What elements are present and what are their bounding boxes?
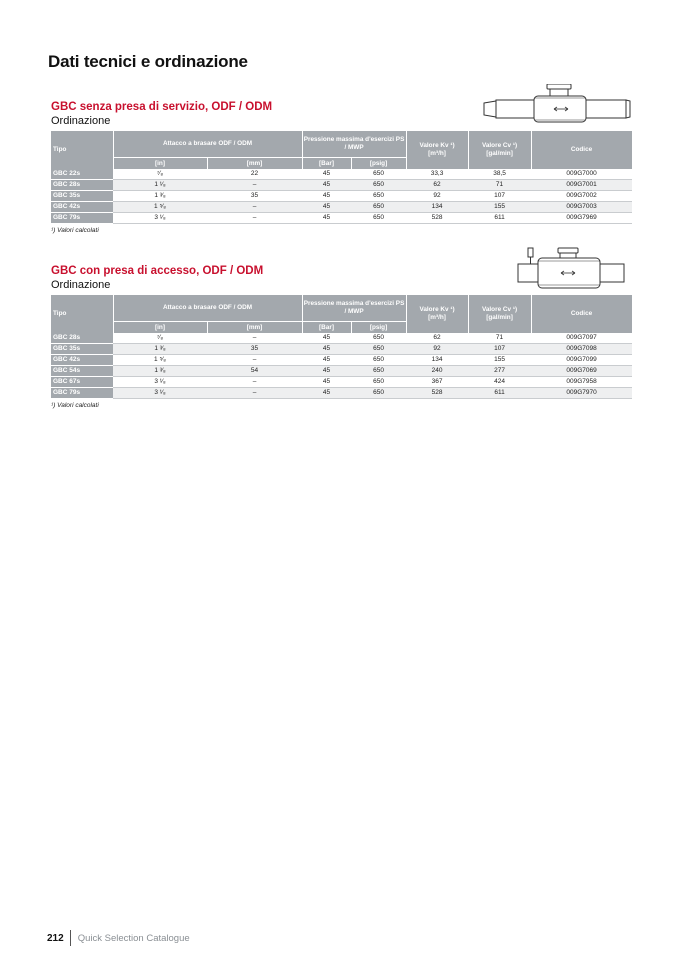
cell-psig: 650 xyxy=(351,344,406,355)
cell-bar: 45 xyxy=(302,180,351,191)
cell-psig: 650 xyxy=(351,180,406,191)
cell-cv: 611 xyxy=(468,213,531,224)
cell-psig: 650 xyxy=(351,191,406,202)
cell-in: 1 ⁵⁄₈ xyxy=(113,202,207,213)
cell-bar: 45 xyxy=(302,344,351,355)
cell-mm: – xyxy=(207,180,302,191)
table-row xyxy=(51,202,632,213)
cell-codice: 009G7969 xyxy=(531,213,632,224)
cell-cv: 155 xyxy=(468,355,531,366)
cell-bar: 45 xyxy=(302,377,351,388)
section-title: GBC con presa di accesso, ODF / ODM xyxy=(51,265,264,277)
cell-mm: 35 xyxy=(207,344,302,355)
page-footer xyxy=(47,931,190,945)
cell-tipo: GBC 22s xyxy=(51,169,113,180)
cell-codice: 009G7069 xyxy=(531,366,632,377)
header-bar: [Bar] xyxy=(302,158,351,170)
cell-mm: 22 xyxy=(207,169,302,180)
table-row xyxy=(51,180,632,191)
table-row xyxy=(51,213,632,224)
table-row xyxy=(51,333,632,344)
header-mm: [mm] xyxy=(207,322,302,334)
cell-codice: 009G7000 xyxy=(531,169,632,180)
cell-in: 3 ¹⁄₈ xyxy=(113,213,207,224)
cell-bar: 45 xyxy=(302,366,351,377)
cell-codice: 009G7002 xyxy=(531,191,632,202)
header-bar: [Bar] xyxy=(302,322,351,334)
cell-psig: 650 xyxy=(351,202,406,213)
cell-codice: 009G7099 xyxy=(531,355,632,366)
cell-tipo: GBC 42s xyxy=(51,355,113,366)
cell-in: 3 ¹⁄₈ xyxy=(113,377,207,388)
cell-kv: 92 xyxy=(406,191,468,202)
cell-tipo: GBC 35s xyxy=(51,191,113,202)
cell-kv: 367 xyxy=(406,377,468,388)
cell-mm: – xyxy=(207,377,302,388)
cell-tipo: GBC 28s xyxy=(51,333,113,344)
header-tipo: Tipo xyxy=(51,131,113,169)
cell-psig: 650 xyxy=(351,333,406,344)
header-tipo: Tipo xyxy=(51,295,113,333)
cell-tipo: GBC 35s xyxy=(51,344,113,355)
cell-mm: – xyxy=(207,388,302,399)
cell-kv: 134 xyxy=(406,202,468,213)
cell-kv: 62 xyxy=(406,180,468,191)
ordering-table xyxy=(51,131,633,224)
cell-codice: 009G7098 xyxy=(531,344,632,355)
cell-bar: 45 xyxy=(302,333,351,344)
table-row xyxy=(51,191,632,202)
cell-in: 1 ⁵⁄₈ xyxy=(113,355,207,366)
cell-tipo: GBC 54s xyxy=(51,366,113,377)
header-psig: [psig] xyxy=(351,322,406,334)
catalogue-name: Quick Selection Catalogue xyxy=(77,932,190,944)
cell-cv: 71 xyxy=(468,180,531,191)
cell-in: ⁷⁄₈ xyxy=(113,169,207,180)
cell-cv: 107 xyxy=(468,191,531,202)
cell-bar: 45 xyxy=(302,213,351,224)
cell-mm: – xyxy=(207,202,302,213)
cell-tipo: GBC 67s xyxy=(51,377,113,388)
section-senza-presa xyxy=(51,100,632,234)
cell-cv: 424 xyxy=(468,377,531,388)
table-row xyxy=(51,355,632,366)
cell-mm: 54 xyxy=(207,366,302,377)
cell-kv: 134 xyxy=(406,355,468,366)
cell-mm: 35 xyxy=(207,191,302,202)
cell-cv: 155 xyxy=(468,202,531,213)
cell-cv: 277 xyxy=(468,366,531,377)
table-row xyxy=(51,377,632,388)
header-in: [in] xyxy=(113,322,207,334)
header-psig: [psig] xyxy=(351,158,406,170)
table-row xyxy=(51,366,632,377)
header-attacco: Attacco a brasare ODF / ODM xyxy=(113,131,302,158)
cell-cv: 611 xyxy=(468,388,531,399)
footnote: ¹) Valori calcolati xyxy=(51,402,99,409)
cell-tipo: GBC 79s xyxy=(51,388,113,399)
cell-in: 3 ¹⁄₈ xyxy=(113,388,207,399)
section-con-presa xyxy=(51,264,632,409)
cell-codice: 009G7001 xyxy=(531,180,632,191)
cell-bar: 45 xyxy=(302,355,351,366)
cell-bar: 45 xyxy=(302,191,351,202)
cell-cv: 71 xyxy=(468,333,531,344)
table-row xyxy=(51,344,632,355)
section-subtitle: Ordinazione xyxy=(51,115,111,127)
cell-tipo: GBC 28s xyxy=(51,180,113,191)
cell-psig: 650 xyxy=(351,169,406,180)
cell-bar: 45 xyxy=(302,169,351,180)
cell-codice: 009G7097 xyxy=(531,333,632,344)
cell-tipo: GBC 79s xyxy=(51,213,113,224)
header-codice: Codice xyxy=(531,131,632,169)
cell-codice: 009G7958 xyxy=(531,377,632,388)
cell-kv: 92 xyxy=(406,344,468,355)
cell-psig: 650 xyxy=(351,213,406,224)
cell-bar: 45 xyxy=(302,388,351,399)
cell-in: ⁷⁄₈ xyxy=(113,333,207,344)
ball-valve-icon xyxy=(482,84,632,130)
ball-valve-access-icon xyxy=(516,246,628,294)
cell-kv: 33,3 xyxy=(406,169,468,180)
ordering-table xyxy=(51,295,633,399)
cell-in: 1 ³⁄₈ xyxy=(113,191,207,202)
cell-codice: 009G7003 xyxy=(531,202,632,213)
footnote: ¹) Valori calcolati xyxy=(51,227,99,234)
cell-mm: – xyxy=(207,355,302,366)
header-kv: Valore Kv ¹) [m³/h] xyxy=(406,295,468,333)
cell-cv: 107 xyxy=(468,344,531,355)
cell-mm: – xyxy=(207,333,302,344)
cell-kv: 528 xyxy=(406,213,468,224)
cell-psig: 650 xyxy=(351,355,406,366)
cell-kv: 62 xyxy=(406,333,468,344)
header-pressione: Pressione massima d'esercizi PS / MWP xyxy=(302,131,406,158)
cell-cv: 38,5 xyxy=(468,169,531,180)
cell-bar: 45 xyxy=(302,202,351,213)
cell-psig: 650 xyxy=(351,377,406,388)
cell-in: 1 ¹⁄₈ xyxy=(113,180,207,191)
header-codice: Codice xyxy=(531,295,632,333)
footer-divider xyxy=(70,930,71,946)
header-pressione: Pressione massima d'esercizi PS / MWP xyxy=(302,295,406,322)
page-title: Dati tecnici e ordinazione xyxy=(48,52,248,71)
section-subtitle: Ordinazione xyxy=(51,279,111,291)
cell-kv: 528 xyxy=(406,388,468,399)
page-number: 212 xyxy=(47,932,64,944)
cell-psig: 650 xyxy=(351,366,406,377)
header-cv: Valore Cv ¹) [gal/min] xyxy=(468,131,531,169)
header-attacco: Attacco a brasare ODF / ODM xyxy=(113,295,302,322)
cell-psig: 650 xyxy=(351,388,406,399)
cell-mm: – xyxy=(207,213,302,224)
cell-kv: 240 xyxy=(406,366,468,377)
header-cv: Valore Cv ¹) [gal/min] xyxy=(468,295,531,333)
table-row xyxy=(51,388,632,399)
cell-tipo: GBC 42s xyxy=(51,202,113,213)
section-title: GBC senza presa di servizio, ODF / ODM xyxy=(51,101,273,113)
header-in: [in] xyxy=(113,158,207,170)
cell-in: 1 ³⁄₈ xyxy=(113,344,207,355)
cell-codice: 009G7970 xyxy=(531,388,632,399)
cell-in: 1 ³⁄₈ xyxy=(113,366,207,377)
header-mm: [mm] xyxy=(207,158,302,170)
table-row xyxy=(51,169,632,180)
header-kv: Valore Kv ¹) [m³/h] xyxy=(406,131,468,169)
